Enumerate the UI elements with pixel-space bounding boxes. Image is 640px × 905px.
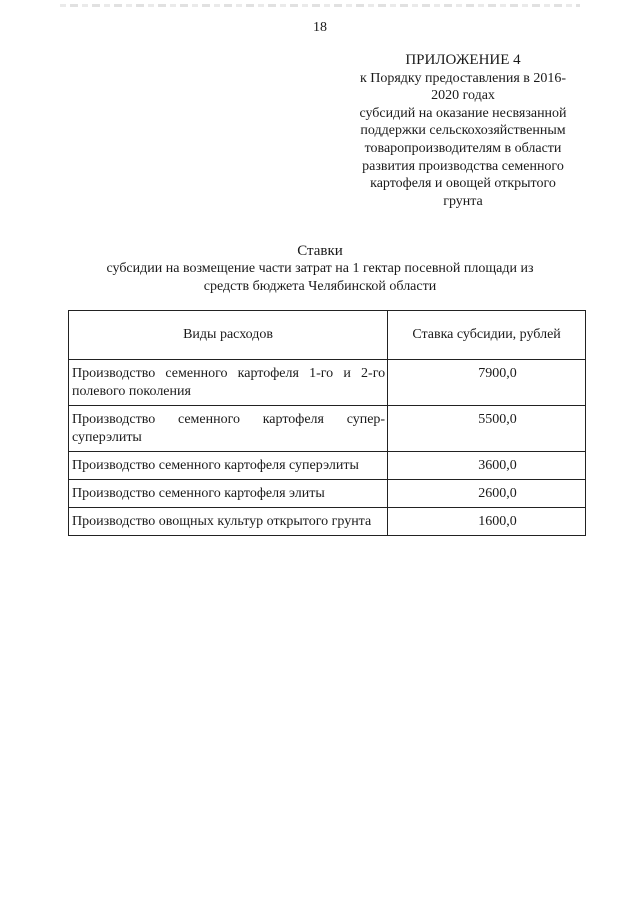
appendix-line: субсидий на оказание несвязанной [359, 105, 567, 121]
appendix-line: 2020 годах [431, 88, 495, 104]
table-row [69, 480, 586, 508]
subsidy-rates-table [68, 310, 586, 536]
title-subtitle-line: средств бюджета Челябинской области [203, 279, 437, 294]
rate-cell: 2600,0 [388, 480, 586, 508]
appendix-line: развития производства семенного [362, 158, 564, 174]
expense-type-cell: Производство овощных культур открытого грунта [69, 508, 388, 536]
appendix-line: товаропроизводителям в области [364, 140, 562, 156]
appendix-line: грунта [443, 193, 483, 209]
appendix-heading: ПРИЛОЖЕНИЕ 4 [405, 52, 521, 68]
column-header-expense-type: Виды расходов [69, 311, 388, 360]
rate-cell: 7900,0 [388, 360, 586, 406]
expense-type-cell: Производство семенного картофеля элиты [69, 480, 388, 508]
rate-cell: 5500,0 [388, 406, 586, 452]
expense-type-cell: Производство семенного картофеля суперэлиты [69, 452, 388, 480]
expense-type-cell: Производство семенного картофеля 1-го и 2-го полевого поколения [69, 360, 388, 406]
rate-cell: 1600,0 [388, 508, 586, 536]
table-row [69, 508, 586, 536]
appendix-line: картофеля и овощей открытого [370, 176, 556, 192]
page-number: 18 [313, 20, 327, 35]
table-header-row [69, 311, 586, 360]
column-header-subsidy-rate: Ставка субсидии, рублей [388, 311, 586, 360]
table-row [69, 406, 586, 452]
expense-type-cell: Производство семенного картофеля супер-суперэлиты [69, 406, 388, 452]
table-row [69, 452, 586, 480]
appendix-block [340, 52, 586, 210]
appendix-line: поддержки сельскохозяйственным [360, 123, 566, 139]
table-row [69, 360, 586, 406]
scan-artifact [60, 4, 580, 7]
title-heading: Ставки [297, 243, 343, 259]
rate-cell: 3600,0 [388, 452, 586, 480]
document-title [70, 242, 570, 296]
appendix-line: к Порядку предоставления в 2016- [359, 70, 567, 86]
title-subtitle-line: субсидии на возмещение части затрат на 1 гектар посевной площади из [106, 261, 534, 276]
